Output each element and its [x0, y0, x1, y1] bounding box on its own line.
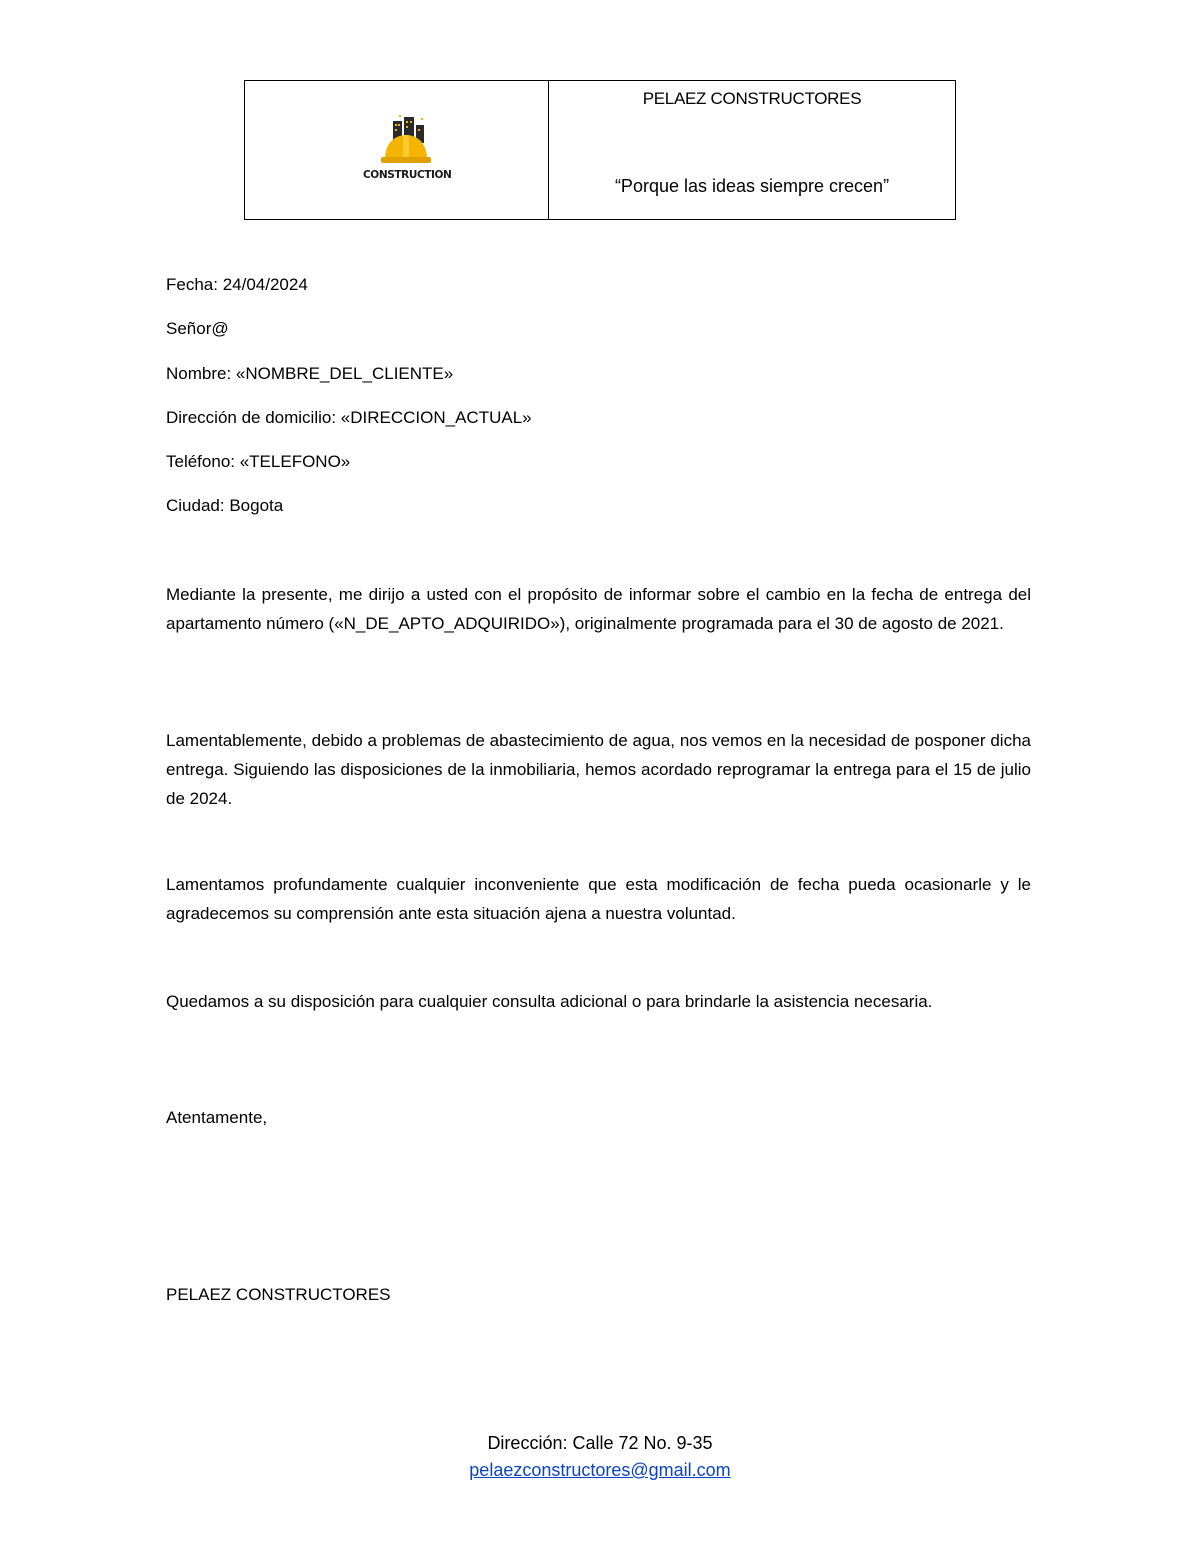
date-line: Fecha: 24/04/2024 [166, 275, 308, 294]
company-cell [549, 81, 955, 219]
footer-email-wrap [0, 1460, 1200, 1481]
signature: PELAEZ CONSTRUCTORES [166, 1285, 391, 1304]
construction-logo [363, 115, 452, 189]
address-line: Dirección de domicilio: «DIRECCION_ACTUAL» [166, 408, 532, 427]
paragraph-3: Lamentamos profundamente cualquier inconveniente que esta modificación de fecha pueda ocasionarle y le agradecemos su comprensión ante esta situación ajena a nuestra voluntad. [166, 875, 1031, 923]
company-name: PELAEZ CONSTRUCTORES [642, 89, 862, 108]
footer-email-link[interactable]: pelaezconstructores@gmail.com [469, 1460, 731, 1480]
logo-text: CONSTRUCTION [363, 169, 452, 181]
header-table [244, 80, 956, 220]
helmet-building-icon [363, 115, 449, 171]
name-line: Nombre: «NOMBRE_DEL_CLIENTE» [166, 364, 454, 383]
phone-line: Teléfono: «TELEFONO» [166, 452, 351, 471]
company-slogan: “Porque las ideas siempre crecen” [614, 176, 890, 196]
salutation: Señor@ [166, 319, 229, 338]
city-line: Ciudad: Bogota [166, 496, 284, 515]
paragraph-2: Lamentablemente, debido a problemas de abastecimiento de agua, nos vemos en la necesidad de posponer dicha entrega. Siguiendo las disposiciones de la inmobiliaria, hemos acordado reprogramar la entrega para el 15 de julio de 2024. [166, 731, 1031, 808]
logo-cell [245, 81, 549, 219]
closing: Atentamente, [166, 1108, 268, 1127]
footer-address: Dirección: Calle 72 No. 9-35 [487, 1433, 713, 1453]
paragraph-4: Quedamos a su disposición para cualquier consulta adicional o para brindarle la asistencia necesaria. [166, 992, 933, 1011]
paragraph-1: Mediante la presente, me dirijo a usted con el propósito de informar sobre el cambio en la fecha de entrega del apartamento número («N_DE_APTO_ADQUIRIDO»), originalmente programada para el 30 de agosto de 2021. [166, 585, 1031, 633]
